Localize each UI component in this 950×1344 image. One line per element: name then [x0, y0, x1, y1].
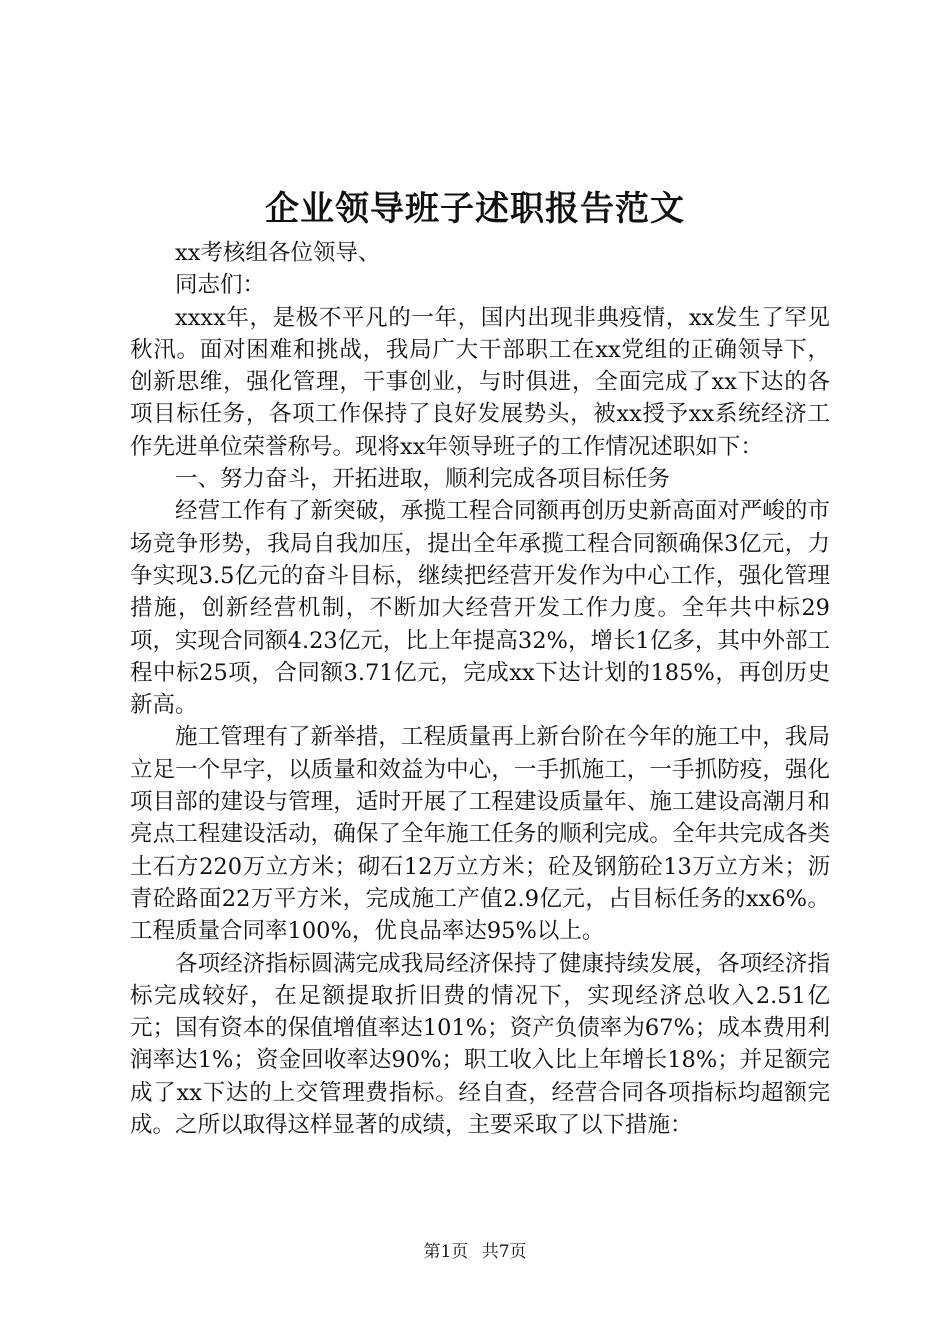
page-total: 共7页: [481, 1242, 527, 1262]
body-paragraph: 各项经济指标圆满完成我局经济保持了健康持续发展，各项经济指标完成较好，在足额提取折旧费的情况下，实现经济总收入2.51亿元；国有资本的保值增值率达101%；资产负债率为67%；成本费用利润率达1%；资金回收率达90%；职工收入比上年增长18%；并足额完成了xx下达的上交管理费指标。经自查，经营合同各项指标均超额完成。之所以取得这样显著的成绩，主要采取了以下措施：: [130, 950, 830, 1139]
section-heading: 一、努力奋斗，开拓进取，顺利完成各项目标任务: [175, 466, 671, 493]
document-title: 企业领导班子述职报告范文: [265, 189, 685, 229]
body-paragraph: 施工管理有了新举措，工程质量再上新台阶在今年的施工中，我局立足一个早字，以质量和效益为中心，一手抓施工，一手抓防疫，强化项目部的建设与管理，适时开展了工程建设质量年、施工建设高潮月和亮点工程建设活动，确保了全年施工任务的顺利完成。全年共完成各类土石方220万立方米；砌石12万立方米；砼及钢筋砼13万立方米；沥青砼路面22万平方米，完成施工产值2.9亿元，占目标任务的xx6%。工程质量合同率100%，优良品率达95%以上。: [130, 724, 830, 945]
document-body: [130, 237, 830, 1141]
body-paragraph: 经营工作有了新突破，承揽工程合同额再创历史新高面对严峻的市场竞争形势，我局自我加压，提出全年承揽工程合同额确保3亿元，力争实现3.5亿元的奋斗目标，继续把经营开发作为中心工作，强化管理措施，创新经营机制，不断加大经营开发工作力度。全年共中标29项，实现合同额4.23亿元，比上年提高32%，增长1亿多，其中外部工程中标25项，合同额3.71亿元，完成xx下达计划的185%，再创历史新高。: [130, 498, 830, 719]
salutation-line: 同志们：: [175, 272, 266, 299]
body-paragraph: xxxx年，是极不平凡的一年，国内出现非典疫情，xx发生了罕见秋汛。面对困难和挑战，我局广大干部职工在xx党组的正确领导下，创新思维，强化管理，干事创业，与时俱进，全面完成了xx下达的各项目标任务，各项工作保持了良好发展势头，被xx授予xx系统经济工作先进单位荣誉称号。现将xx年领导班子的工作情况述职如下：: [130, 304, 830, 460]
page-number: 第1页: [423, 1242, 469, 1262]
page-footer: [0, 1240, 950, 1264]
salutation-line: xx考核组各位领导、: [175, 240, 381, 266]
